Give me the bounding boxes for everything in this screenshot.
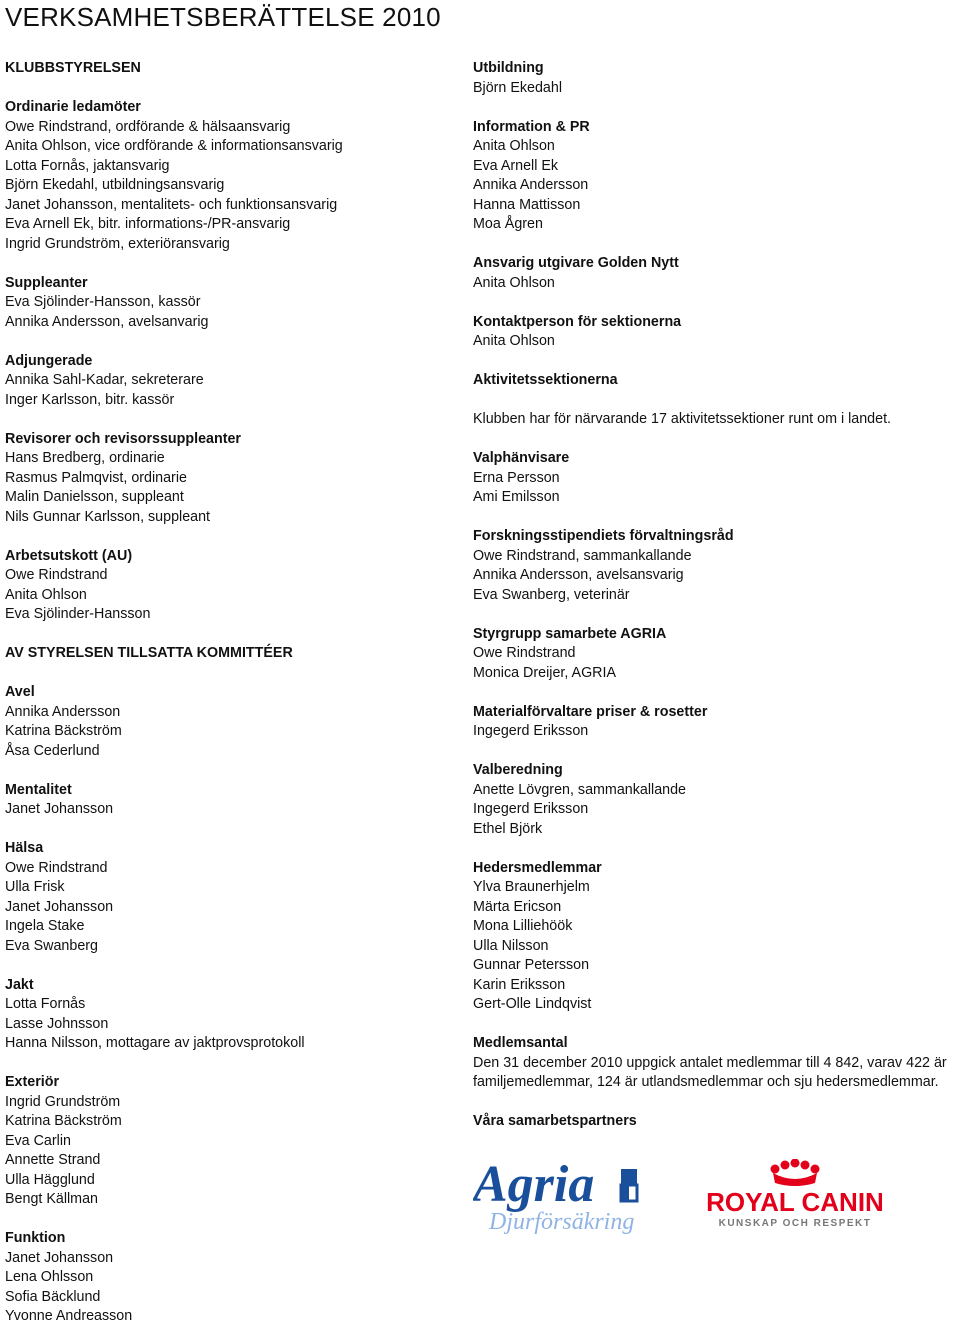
agria-logo-name: Agria [473,1156,595,1213]
section-line: Lotta Fornås [5,996,86,1012]
section-heading: Valberedning [473,762,563,778]
right-column [473,59,960,1261]
section-line: Katrina Bäckström [5,723,122,739]
section-line: Moa Ågren [473,216,543,232]
royal-canin-logo-name: ROYAL CANIN [706,1187,884,1217]
section-line: Katrina Bäckström [5,1113,122,1129]
section-heading: Utbildning [473,60,544,76]
section [473,371,960,391]
section [5,274,445,333]
section-line: Anita Ohlson [473,274,555,291]
section-line: Inger Karlsson, bitr. kassör [5,391,175,408]
section-heading: Funktion [5,1230,66,1246]
section-line: Hanna Mattisson [473,196,581,213]
section-heading: Suppleanter [5,274,88,291]
section-heading: Jakt [5,976,34,993]
section-line: Owe Rindstrand, ordförande & hälsaansvarig [5,118,291,135]
section-line: Ingrid Grundström [5,1093,121,1110]
section-line: Annika Sahl-Kadar, sekreterare [5,372,204,388]
section-heading: Ordinarie ledamöter [5,99,141,115]
section-line: Ylva Braunerhjelm [473,879,590,895]
section-line: Gert-Olle Lindqvist [473,996,592,1012]
section-line: Eva Sjölinder-Hansson [5,606,151,622]
section [5,839,445,956]
document-title: VERKSAMHETSBERÄTTELSE 2010 [5,2,441,32]
section-heading: Våra samarbetspartners [473,1113,637,1129]
section-line: Eva Carlin [5,1132,71,1149]
section-line: Owe Rindstrand [473,645,576,661]
section-line: Eva Arnell Ek, bitr. informations-/PR-ansvarig [5,216,291,232]
section [473,59,960,98]
section-heading: Valphänvisare [473,450,570,466]
section-line: Janet Johansson [5,1249,114,1266]
section-line: Anette Lövgren, sammankallande [473,781,686,798]
section-heading: Exteriör [5,1074,60,1090]
section-line: Hanna Nilsson, mottagare av jaktprovsprotokoll [5,1035,305,1051]
agria-logo-tagline: Djurförsäkring [489,1209,635,1235]
section-heading: AV STYRELSEN TILLSATTA KOMMITTÉER [5,645,293,661]
section-heading: Styrgrupp samarbete AGRIA [473,625,667,642]
section [473,1112,960,1132]
section-line: Owe Rindstrand, sammankallande [473,547,692,564]
section-heading: Mentalitet [5,781,72,798]
section [5,1073,445,1210]
section-heading: Ansvarig utgivare Golden Nytt [473,255,679,271]
section [5,1229,445,1327]
section [473,1034,960,1093]
section-line: Mona Lilliehöök [473,918,573,934]
section [473,859,960,1015]
royal-canin-logo-tagline: KUNSKAP OCH RESPEKT [718,1218,872,1229]
section-line: Lotta Fornås, jaktansvarig [5,157,170,174]
section-line: Eva Sjölinder-Hansson, kassör [5,294,201,310]
section [473,118,960,235]
section-line: Bengt Källman [5,1191,98,1207]
section-line: Den 31 december 2010 uppgick antalet medlemmar till 4 842, varav 422 är [473,1054,947,1071]
section-heading: Avel [5,684,35,700]
section [5,683,445,761]
section [473,410,960,430]
left-column [5,59,445,1327]
section-line: Ingegerd Eriksson [473,723,589,739]
section-line: Ulla Hägglund [5,1171,95,1188]
section-line: Hans Bredberg, ordinarie [5,450,165,466]
section [5,781,445,820]
section-line: Anita Ohlson [473,333,555,349]
section [5,59,445,79]
section-line: Malin Danielsson, suppleant [5,489,184,505]
section-line: Annika Andersson, avelsansvarig [473,567,684,583]
section-line: Eva Arnell Ek [473,157,559,174]
section-line: Eva Swanberg [5,937,98,954]
section-line: Märta Ericson [473,898,562,915]
section-line: Ingegerd Eriksson [473,801,589,817]
section-line: Annika Andersson [473,177,589,193]
section-line: Owe Rindstrand [5,859,108,876]
section-line: Gunnar Petersson [473,957,590,973]
section-heading: Hedersmedlemmar [473,859,602,876]
section [473,254,960,293]
section-line: Klubben har för närvarande 17 aktivitetssektioner runt om i landet. [473,411,892,427]
section-line: Janet Johansson [5,898,114,915]
section-line: Sofia Bäcklund [5,1288,101,1305]
section-line: Annette Strand [5,1152,101,1168]
section-line: Lena Ohlsson [5,1269,94,1285]
section-line: Monica Dreijer, AGRIA [473,664,617,681]
section-heading: Forskningsstipendiets förvaltningsråd [473,528,734,544]
section [5,430,445,528]
section-heading: Information & PR [473,118,590,135]
section-line: Anita Ohlson, vice ordförande & informationsansvarig [5,138,343,154]
section-line: familjemedlemmar, 124 är utlandsmedlemmar och sju hedersmedlemmar. [473,1074,939,1090]
section-heading: Materialförvaltare priser & rosetter [473,703,708,720]
section-heading: Revisorer och revisorssuppleanter [5,430,241,447]
section-line: Björn Ekedahl [473,79,563,96]
section-line: Rasmus Palmqvist, ordinarie [5,469,187,486]
section [473,761,960,839]
section [5,976,445,1054]
section [473,313,960,352]
royal-canin-logo [705,1159,885,1231]
section-line: Anita Ohlson [473,138,555,154]
section-line: Nils Gunnar Karlsson, suppleant [5,508,211,525]
section-line: Ethel Björk [473,820,543,837]
section [473,449,960,508]
section-line: Ulla Nilsson [473,937,549,954]
section [5,644,445,664]
section-heading: Adjungerade [5,352,93,369]
section-heading: Hälsa [5,840,44,856]
section [473,625,960,684]
section [5,352,445,411]
section-heading: Kontaktperson för sektionerna [473,313,682,330]
section-line: Åsa Cederlund [5,742,100,759]
partner-logos [473,1151,960,1261]
section-line: Annika Andersson [5,703,121,720]
section-line: Erna Persson [473,469,560,486]
section-heading: KLUBBSTYRELSEN [5,60,141,76]
section-line: Yvonne Andreasson [5,1308,133,1324]
crown-icon [771,1159,820,1186]
section [5,547,445,625]
section-heading: Aktivitetssektionerna [473,372,618,388]
section-line: Annika Andersson, avelsanvarig [5,313,209,330]
section-line: Lasse Johnsson [5,1015,109,1032]
section-line: Janet Johansson [5,801,114,817]
section-heading: Arbetsutskott (AU) [5,547,133,564]
section-line: Ulla Frisk [5,879,65,895]
section-line: Ami Emilsson [473,489,560,505]
section [473,527,960,605]
section [5,98,445,254]
agria-logo [473,1151,653,1235]
section-line: Anita Ohlson [5,586,87,603]
section-line: Owe Rindstrand [5,567,108,583]
section-line: Janet Johansson, mentalitets- och funktionsansvarig [5,196,338,213]
section-line: Karin Eriksson [473,976,566,993]
section-line: Eva Swanberg, veterinär [473,586,630,603]
agria-square-icon [621,1169,637,1185]
section-line: Björn Ekedahl, utbildningsansvarig [5,177,225,193]
agria-half-icon [621,1185,629,1201]
section-line: Ingela Stake [5,918,85,934]
section-heading: Medlemsantal [473,1035,568,1051]
section-line: Ingrid Grundström, exteriöransvarig [5,235,230,252]
section [473,703,960,742]
